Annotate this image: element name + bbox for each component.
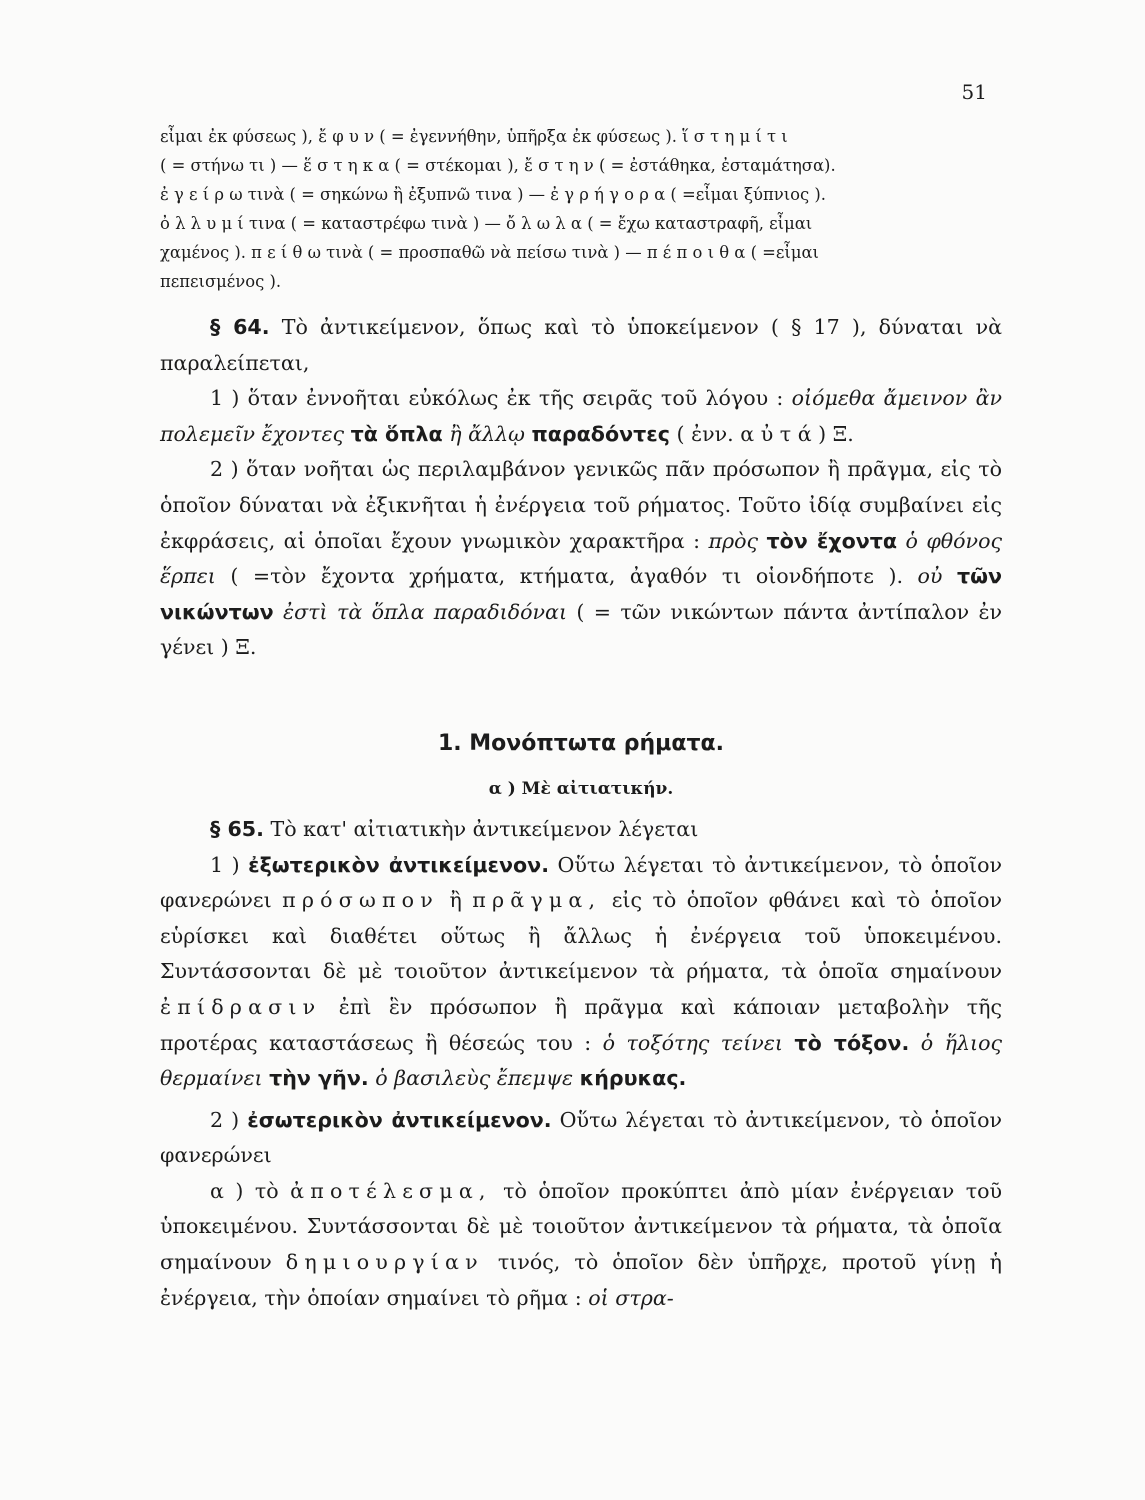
- s64-text: Τὸ ἀντικείμενον, ὅπως καὶ τὸ ὑποκείμενον ( § 17 ), δύναται νὰ παραλείπεται,: [160, 315, 1002, 375]
- s64-item-2: [160, 452, 1002, 666]
- item-text: ὅταν νοῆται ὡς περιλαμβάνον γενικῶς πᾶν πρόσωπον ἢ πρᾶγμα, εἰς τὸ ὁποῖον δύναται νὰ ἐξικνῆται ἡ ἐνέργεια τοῦ ρήματος. Τοῦτο ἰδίᾳ συμβαίνει εἰς ἐκφράσεις, αἱ ὁποῖαι ἔχουν γνωμικὸν χαρακτῆρα :: [160, 457, 1003, 553]
- example-italic: ὁ βασιλεὺς ἔπεμψε: [375, 1066, 574, 1091]
- item-text: εἰς τὸ ὁποῖον φθάνει καὶ τὸ ὁποῖον εὑρίσκει καὶ διαθέτει οὕτως ἢ ἄλλως ἡ ἐνέργεια τοῦ ὑποκειμένου. Συντάσσονται δὲ μὲ τοιοῦτον ἀντικείμενον τὰ ρήματα, τὰ ὁποῖα σημαίνουν: [160, 888, 1002, 984]
- example-bold: τὸν ἔχοντα: [766, 528, 898, 553]
- item-number: 1 ): [210, 852, 240, 877]
- example-bold: παραδόντες: [531, 421, 670, 446]
- item-text: Οὕτω λέγεται τὸ ἀντικείμενον, τὸ ὁποῖον φανερώνει: [160, 1107, 1003, 1168]
- term-bold: ἐσωτερικὸν ἀντικείμενον.: [247, 1107, 552, 1132]
- spaced-term: πρᾶγμα,: [472, 888, 602, 913]
- item-number: 2 ): [210, 457, 239, 482]
- example-italic: οὐ: [917, 564, 943, 589]
- spaced-term: πρόσωπον: [282, 888, 439, 913]
- example-italic: οἱ στρα-: [588, 1285, 674, 1310]
- example-italic: ὁ τοξότης τείνει: [602, 1030, 783, 1055]
- page-text: [160, 122, 1002, 1316]
- spaced-term: δημιουργίαν: [285, 1250, 484, 1275]
- item-text: ( = τῶν νικώντων πάντα ἀντίπαλον ἐν γένει ) Ξ.: [160, 599, 1003, 660]
- s65-item-2a: [160, 1174, 1002, 1316]
- spaced-term: ἀποτέλεσμα,: [290, 1178, 492, 1203]
- example-bold: τὴν γῆν.: [269, 1066, 369, 1091]
- intro-line: εἶμαι ἐκ φύσεως ), ἔ φ υ ν ( = ἐγεννήθην, ὑπῆρξα ἐκ φύσεως ). ἵ σ τ η μ ί τ ι: [160, 127, 788, 146]
- s65-item-1: [160, 848, 1002, 1097]
- subsection-heading: α ) Μὲ αἰτιατικήν.: [488, 778, 674, 799]
- item-number: 2 ): [210, 1107, 240, 1132]
- intro-line: πεπεισμένος ).: [160, 272, 282, 291]
- section-65: [160, 812, 1002, 1316]
- term-bold: ἐξωτερικὸν ἀντικείμενον.: [248, 852, 550, 877]
- intro-block: [160, 122, 1002, 296]
- item-text: ( =τὸν ἔχοντα χρήματα, κτήματα, ἀγαθόν τι οἱονδήποτε ).: [230, 564, 904, 589]
- example-italic: πρὸς: [708, 528, 759, 553]
- intro-line: χαμένος ). π ε ί θ ω τινὰ ( = προσπαθῶ νὰ πείσω τινὰ ) — π έ π ο ι θ α ( =εἶμαι: [160, 243, 819, 262]
- page-number: 51: [961, 80, 987, 104]
- item-text: τὸ: [254, 1178, 279, 1203]
- example-bold: κήρυκας.: [579, 1066, 687, 1091]
- example-italic: ἢ ἄλλῳ: [449, 421, 525, 446]
- intro-line: ὀ λ λ υ μ ί τινα ( = καταστρέφω τινὰ ) — ὄ λ ω λ α ( = ἔχω καταστραφῆ, εἶμαι: [160, 214, 813, 233]
- item-text: ( ἐνν. α ὐ τ ά ) Ξ.: [676, 421, 854, 446]
- example-bold: τὰ ὅπλα: [350, 421, 443, 446]
- item-text: ἐπὶ ἓν πρόσωπον ἢ πρᾶγμα καὶ κάποιαν μεταβολὴν τῆς προτέρας καταστάσεως ἢ θέσεώς του :: [160, 994, 1003, 1055]
- section-64: [160, 310, 1002, 666]
- item-number: α ): [210, 1178, 244, 1203]
- s65-text: Τὸ κατ' αἰτιατικὴν ἀντικείμενον λέγεται: [270, 816, 699, 841]
- s64-item-1: [160, 381, 1002, 452]
- s65-label: § 65.: [210, 816, 264, 841]
- s65-paragraph: [160, 812, 1002, 848]
- item-text: ὅταν ἐννοῆται εὐκόλως ἐκ τῆς σειρᾶς τοῦ λόγου :: [247, 386, 784, 411]
- example-bold: τὸ τόξον.: [794, 1030, 910, 1055]
- item-text: τὸ ὁποῖον προκύπτει ἀπὸ μίαν ἐνέργειαν τοῦ ὑποκειμένου. Συντάσσονται δὲ μὲ τοιοῦτον ἀντικείμενον τὰ ρήματα, τὰ ὁποῖα σημαίνουν: [160, 1178, 1002, 1275]
- example-italic: ὁ φθόνος ἕρπει: [160, 528, 1003, 589]
- s65-item-2: [160, 1103, 1002, 1174]
- example-italic: οἰόμεθα ἄμεινον ἂν πολεμεῖν ἔχοντες: [160, 386, 1002, 446]
- example-italic: ὁ ἥλιος θερμαίνει: [160, 1030, 1002, 1091]
- spaced-term: ἐπίδρασιν: [160, 994, 322, 1019]
- example-italic: ἐστὶ τὰ ὅπλα παραδιδόναι: [283, 599, 568, 624]
- item-text: ἢ: [449, 888, 462, 913]
- intro-line: ( = στήνω τι ) — ἕ σ τ η κ α ( = στέκομαι ), ἔ σ τ η ν ( = ἐστάθηκα, ἐσταμάτησα).: [160, 156, 836, 175]
- example-bold: τῶν νικώντων: [160, 564, 1003, 624]
- item-text: τινός, τὸ ὁποῖον δὲν ὑπῆρχε, προτοῦ γίνῃ ἡ ἐνέργεια, τὴν ὁποίαν σημαίνει τὸ ρῆμα :: [160, 1250, 1003, 1310]
- s64-paragraph: [160, 310, 1002, 381]
- item-number: 1 ): [210, 386, 240, 411]
- intro-line: ἐ γ ε ί ρ ω τινὰ ( = σηκώνω ἢ ἐξυπνῶ τινα ) — ἐ γ ρ ή γ ο ρ α ( =εἶμαι ξύπνιος ).: [160, 185, 827, 204]
- item-text: Οὕτω λέγεται τὸ ἀντικείμενον, τὸ ὁποῖον φανερώνει: [160, 852, 1003, 913]
- s64-label: § 64.: [210, 315, 270, 339]
- chapter-heading: 1. Μονόπτωτα ρήματα.: [437, 730, 725, 756]
